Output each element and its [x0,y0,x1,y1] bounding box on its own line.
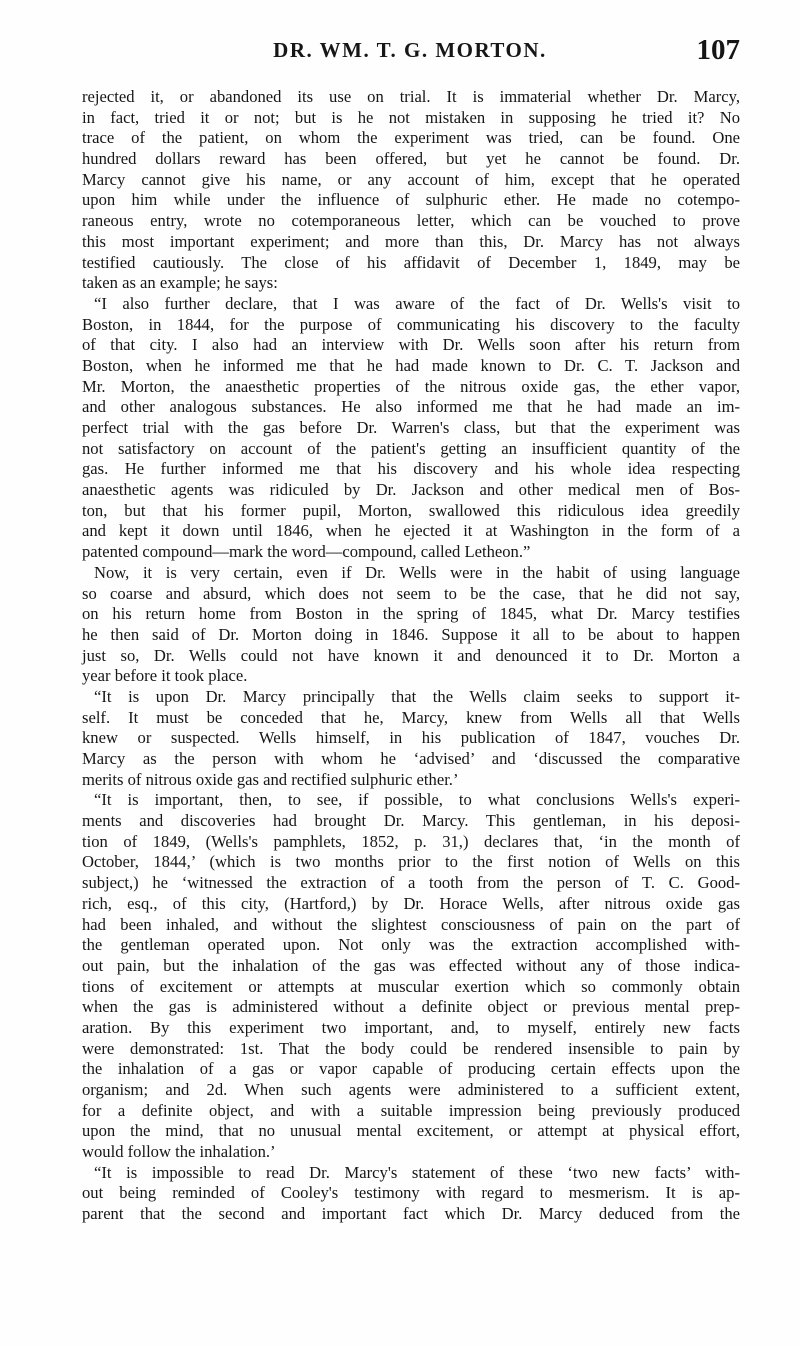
text-line: raneous entry, wrote no cotemporaneous letter, which can be vouched to prove [82,211,740,231]
text-line: “It is important, then, to see, if possible, to what conclusions Wells's experi- [94,790,740,810]
text-line: on his return home from Boston in the spring of 1845, what Dr. Marcy testifies [82,604,740,624]
text-line: upon the mind, that no unusual mental excitement, or attempt at physical effort, [82,1121,740,1141]
running-header [80,34,740,66]
text-line: Boston, in 1844, for the purpose of communicating his discovery to the faculty [82,314,740,334]
text-line: anaesthetic agents was ridiculed by Dr. Jackson and other medical men of Bos- [82,480,740,500]
text-line: for a definite object, and with a suitable impression being previously produced [82,1100,740,1120]
text-line: hundred dollars reward has been offered, but yet he cannot be found. Dr. [82,149,740,169]
text-line: ments and discoveries had brought Dr. Marcy. This gentleman, in his deposi- [82,811,740,831]
running-title: DR. WM. T. G. MORTON. [273,38,547,62]
text-line: the gentleman operated upon. Not only was the extraction accomplished with- [82,935,740,955]
text-line: Marcy cannot give his name, or any account of him, except that he operated [82,169,740,189]
text-line: just so, Dr. Wells could not have known it and denounced it to Dr. Morton a [82,645,740,665]
text-line: testified cautiously. The close of his affidavit of December 1, 1849, may be [82,252,740,272]
text-line: would follow the inhalation.’ [82,1142,276,1162]
text-line: this most important experiment; and more than this, Dr. Marcy has not always [82,231,740,251]
text-line: rejected it, or abandoned its use on trial. It is immaterial whether Dr. Marcy, [82,87,740,106]
text-line: October, 1844,’ (which is two months prior to the first notion of Wells on this [82,852,740,872]
text-line: had been inhaled, and without the slightest consciousness of pain on the part of [82,914,740,934]
text-line: year before it took place. [82,666,248,686]
text-line: he then said of Dr. Morton doing in 1846. Suppose it all to be about to happen [82,624,740,644]
text-line: merits of nitrous oxide gas and rectified sulphuric ether.’ [82,769,459,789]
text-line: and other analogous substances. He also informed me that he had made an im- [82,397,740,417]
text-line: of that city. I also had an interview with Dr. Wells soon after his return from [82,335,740,355]
text-line: the inhalation of a gas or vapor capable of producing certain effects upon the [82,1059,740,1079]
text-line: out being reminded of Cooley's testimony with regard to mesmerism. It is ap- [82,1183,740,1203]
text-line: parent that the second and important fact which Dr. Marcy deduced from the [82,1204,740,1224]
text-line: subject,) he ‘witnessed the extraction of a tooth from the person of T. C. Good- [82,873,740,893]
text-line: aration. By this experiment two important, and, to myself, entirely new facts [82,1017,740,1037]
text-line: gas. He further informed me that his discovery and his whole idea respecting [82,459,740,479]
text-line: “It is impossible to read Dr. Marcy's statement of these ‘two new facts’ with- [94,1162,740,1182]
text-line: “I also further declare, that I was aware of the fact of Dr. Wells's visit to [94,293,740,313]
text-line: tion of 1849, (Wells's pamphlets, 1852, p. 31,) declares that, ‘in the month of [82,831,740,851]
text-line: upon him while under the influence of sulphuric ether. He made no cotempo- [82,190,740,210]
text-line: Marcy as the person with whom he ‘advised’ and ‘discussed the comparative [82,749,740,768]
text-line: knew or suspected. Wells himself, in his publication of 1847, vouches Dr. [82,728,740,748]
text-line: perfect trial with the gas before Dr. Warren's class, but that the experiment was [82,418,740,437]
body-text [82,87,740,1225]
text-line: organism; and 2d. When such agents were administered to a sufficient extent, [82,1080,740,1099]
text-line: Mr. Morton, the anaesthetic properties of the nitrous oxide gas, the ether vapor, [82,376,740,396]
text-line: rich, esq., of this city, (Hartford,) by Dr. Horace Wells, after nitrous oxide gas [82,893,740,913]
text-line: patented compound—mark the word—compound, called Letheon.” [82,542,531,562]
text-line: taken as an example; he says: [82,273,278,293]
text-line: “It is upon Dr. Marcy principally that the Wells claim seeks to support it- [94,686,740,706]
text-line: tions of excitement or attempts at muscular exertion which so commonly obtain [82,976,740,996]
text-line: were demonstrated: 1st. That the body could be rendered insensible to pain by [82,1038,740,1058]
text-line: when the gas is administered without a definite object or previous mental prep- [82,997,740,1017]
text-line: and kept it down until 1846, when he ejected it at Washington in the form of a [82,521,740,541]
text-line: self. It must be conceded that he, Marcy, knew from Wells all that Wells [82,707,740,727]
text-line: ton, but that his former pupil, Morton, swallowed this ridiculous idea greedily [82,500,740,520]
text-line: so coarse and absurd, which does not seem to be the case, that he did not say, [82,583,740,603]
text-line: not satisfactory on account of the patient's getting an insufficient quantity of the [82,438,740,458]
text-line: Now, it is very certain, even if Dr. Wells were in the habit of using language [94,562,740,582]
text-line: out pain, but the inhalation of the gas was effected without any of those indica- [82,955,740,975]
text-line: trace of the patient, on whom the experiment was tried, can be found. One [82,128,740,148]
text-line: in fact, tried it or not; but is he not mistaken in supposing he tried it? No [82,107,740,127]
page-number: 107 [696,34,740,66]
text-line: Boston, when he informed me that he had made known to Dr. C. T. Jackson and [82,355,740,375]
